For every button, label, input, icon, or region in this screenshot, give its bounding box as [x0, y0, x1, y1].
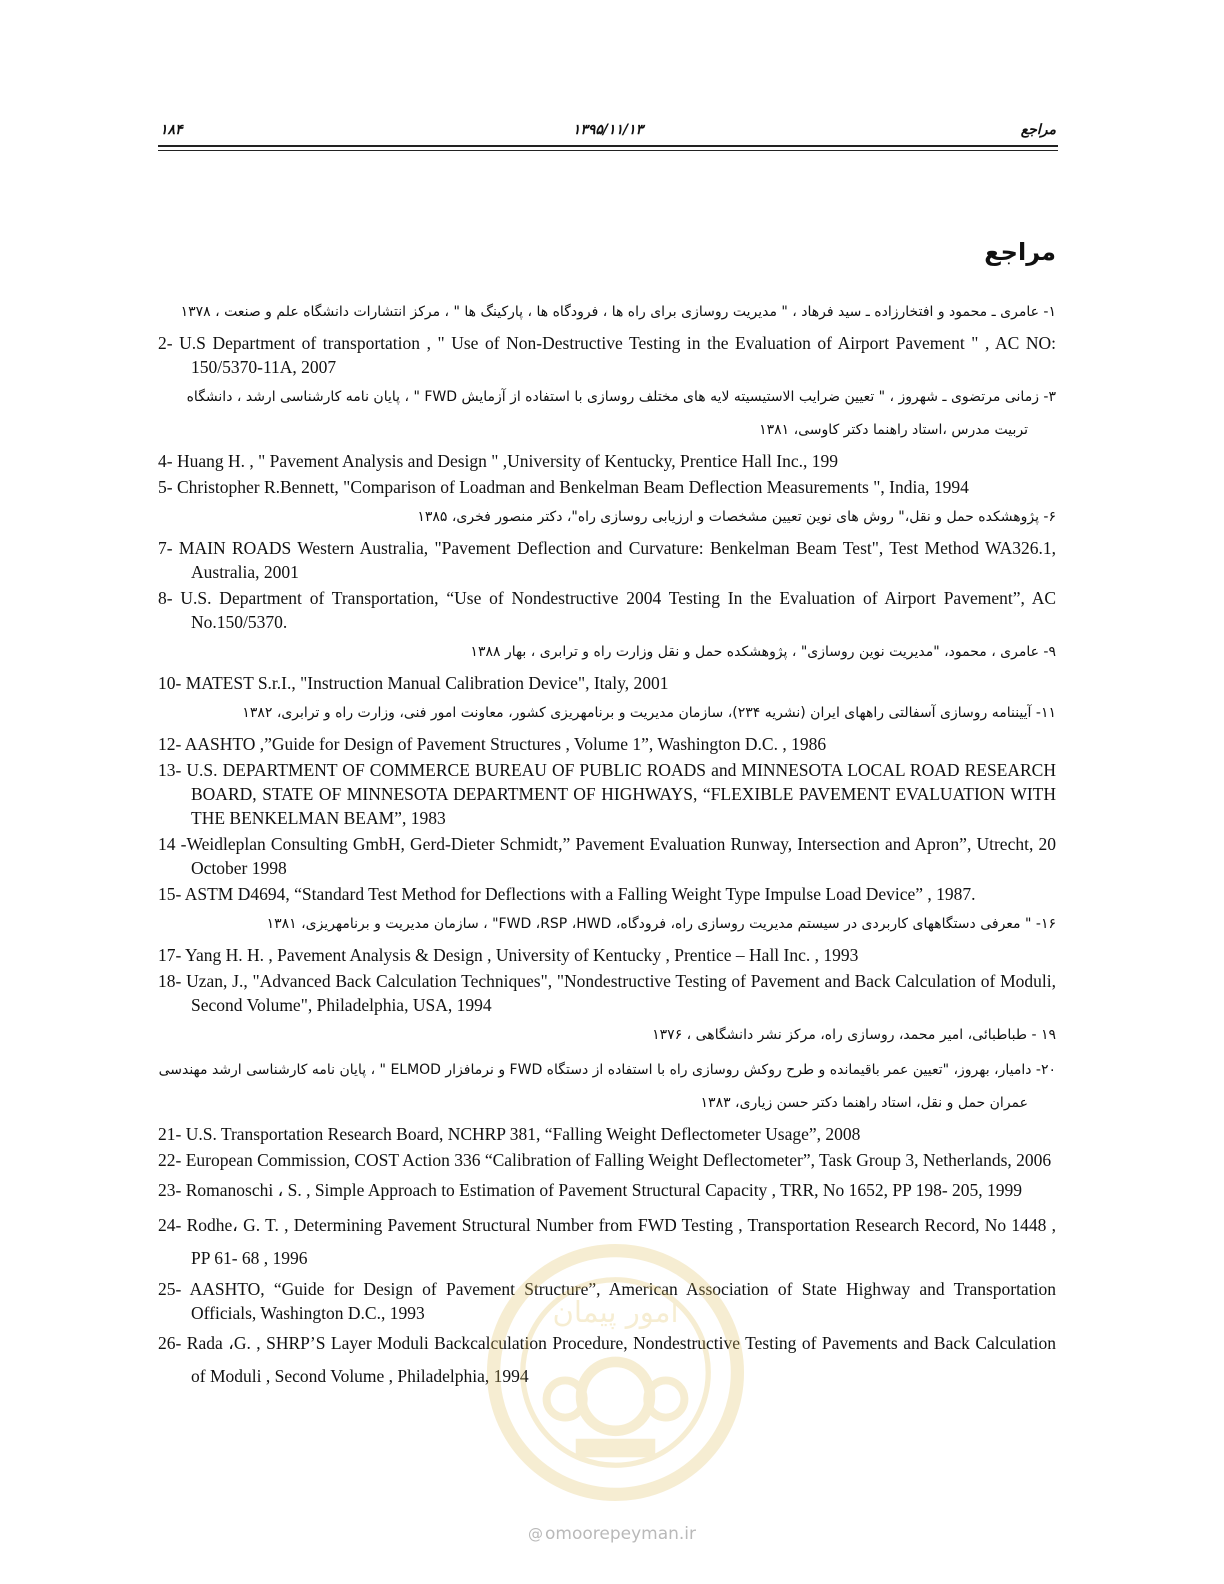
reference-item: 2- U.S Department of transportation , " Use of Non-Destructive Testing in the Evaluation of Airport Pavement " , AC NO: 150/5370-11A, 2007 [158, 333, 1056, 377]
reference-item: ۱- عامری ـ محمود و افتخارزاده ـ سید فرهاد ، " مدیریت روسازی برای راه ها ، فرودگاه ها ، پارکینگ ها " ، مرکز انتشارات دانشگاه علم و صنعت ، ۱۳۷۸ [180, 304, 1056, 320]
page-number: ۱۸۴ [160, 122, 183, 138]
watermark-text: امور پیمان [552, 1295, 679, 1330]
header-rule-thin [158, 150, 1058, 151]
reference-item: 21- U.S. Transportation Research Board, NCHRP 381, “Falling Weight Deflectometer Usage”, 2008 [158, 1124, 861, 1144]
page-title: مراجع [984, 238, 1056, 266]
reference-item: 24- Rodhe، G. T. , Determining Pavement Structural Number from FWD Testing , Transportation Research Record, No 1448 , PP 61- 68 , 1996 [158, 1215, 1056, 1268]
footer-website [0, 1524, 1224, 1544]
header-date: ۱۳۹۵/۱۱/۱۳ [572, 122, 644, 138]
reference-item: 17- Yang H. H. , Pavement Analysis & Design , University of Kentucky , Prentice – Hall Inc. , 1993 [158, 945, 859, 965]
reference-item: ۶- پژوهشکده حمل و نقل،" روش های نوین تعیین مشخصات و ارزیابی روسازی راه"، دکتر منصور فخری، ۱۳۸۵ [417, 509, 1056, 525]
footer-site-text: omoorepeyman.ir [544, 1524, 697, 1544]
reference-item: ۱۹ - طباطبائی، امیر محمد، روسازی راه، مرکز نشر دانشگاهی ، ۱۳۷۶ [652, 1027, 1056, 1043]
reference-item: 25- AASHTO, “Guide for Design of Pavement Structure”, American Association of State Highway and Transportation Officials, Washington D.C., 1993 [158, 1279, 1056, 1323]
reference-item: 4- Huang H. , " Pavement Analysis and Design " ,University of Kentucky, Prentice Hall Inc., 199 [158, 451, 838, 471]
reference-item: ۲۰- دامیار، بهروز، "تعیین عمر باقیمانده و طرح روکش روسازی راه با استفاده از دستگاه FWD و نرمافزار ELMOD " ، پایان نامه کارشناسی ارشد مهندسی عمران حمل و نقل، استاد راهنما دکتر حسن زیاری، ۱۳۸۳ [158, 1062, 1056, 1111]
header-rule-thick [158, 145, 1058, 147]
header-section: مراجع [1020, 122, 1056, 138]
reference-item: 5- Christopher R.Bennett, "Comparison of Loadman and Benkelman Beam Deflection Measurements ", India, 1994 [158, 477, 969, 497]
reference-item: 12- AASHTO ,”Guide for Design of Pavement Structures , Volume 1”, Washington D.C. , 1986 [158, 734, 827, 754]
reference-item: 15- ASTM D4694, “Standard Test Method for Deflections with a Falling Weight Type Impulse Load Device” , 1987. [158, 884, 976, 904]
reference-list [158, 296, 1056, 1395]
reference-item: ۳- زمانی مرتضوی ـ شهروز ، " تعیین ضرایب الاستیسیته لایه های مختلف روسازی با استفاده از آزمایش FWD " ، پایان نامه کارشناسی ارشد ، دانشگاه تربیت مدرس ،استاد راهنما دکتر کاوسی، ۱۳۸۱ [186, 389, 1056, 438]
reference-item: 8- U.S. Department of Transportation, “Use of Nondestructive 2004 Testing In the Evaluation of Airport Pavement”, AC No.150/5370. [158, 588, 1056, 632]
page-header [158, 118, 1058, 148]
reference-item: 26- Rada ،G. , SHRP’S Layer Moduli Backcalculation Procedure, Nondestructive Testing of Pavements and Back Calculation of Moduli , Second Volume , Philadelphia, 1994 [158, 1333, 1056, 1386]
at-sign-icon: @ [527, 1525, 543, 1543]
reference-item: 18- Uzan, J., "Advanced Back Calculation Techniques", "Nondestructive Testing of Pavement and Back Calculation of Moduli, Second Volume", Philadelphia, USA, 1994 [158, 971, 1056, 1015]
reference-item: 22- European Commission, COST Action 336 “Calibration of Falling Weight Deflectometer”, Task Group 3, Netherlands, 2006 [158, 1150, 1052, 1170]
reference-item: 13- U.S. DEPARTMENT OF COMMERCE BUREAU OF PUBLIC ROADS and MINNESOTA LOCAL ROAD RESEARCH BOARD, STATE OF MINNESOTA DEPARTMENT OF HIGHWAYS, “FLEXIBLE PAVEMENT EVALUATION WITH THE BENKELMAN BEAM”, 1983 [158, 760, 1056, 828]
reference-item: ۱۱- آییننامه روسازی آسفالتی راههای ایران (نشریه ۲۳۴)، سازمان مدیریت و برنامهریزی کشور، معاونت امور فنی، وزارت راه و ترابری، ۱۳۸۲ [242, 705, 1056, 721]
reference-item: ۹- عامری ، محمود، "مدیریت نوین روسازی" ، پژوهشکده حمل و نقل وزارت راه و ترابری ، بهار ۱۳۸۸ [470, 644, 1056, 660]
reference-item: 10- MATEST S.r.I., "Instruction Manual Calibration Device", Italy, 2001 [158, 673, 669, 693]
reference-item: 14 -Weidleplan Consulting GmbH, Gerd-Dieter Schmidt,” Pavement Evaluation Runway, Intersection and Apron”, Utrecht, 20 October 1998 [158, 834, 1056, 878]
reference-item: 7- MAIN ROADS Western Australia, "Pavement Deflection and Curvature: Benkelman Beam Test", Test Method WA326.1, Australia, 2001 [158, 538, 1056, 582]
reference-item: 23- Romanoschi ، S. , Simple Approach to Estimation of Pavement Structural Capacity , TRR, No 1652, PP 198- 205, 1999 [158, 1180, 1023, 1200]
reference-item: ۱۶- " معرفی دستگاههای کاربردی در سیستم مدیریت روسازی راه، فرودگاه، FWD ،RSP ،HWD" ، سازمان مدیریت و برنامهریزی، ۱۳۸۱ [266, 916, 1056, 932]
